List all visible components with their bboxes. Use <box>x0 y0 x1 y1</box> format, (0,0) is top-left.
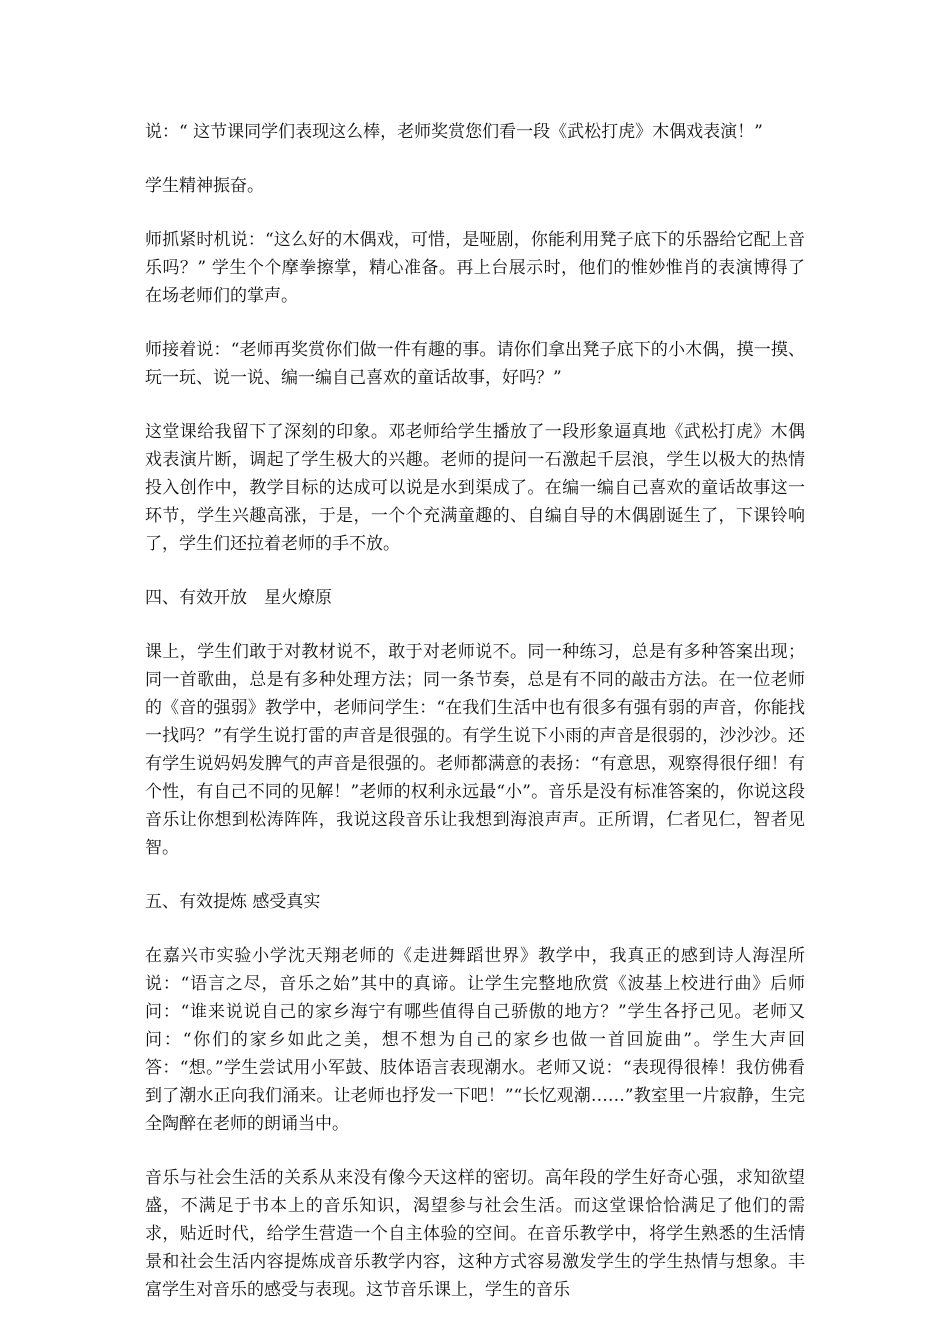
paragraph-lesson-impression: 这堂课给我留下了深刻的印象。邓老师给学生播放了一段形象逼真地《武松打虎》木偶戏表演片断，调起了学生极大的兴趣。老师的提问一石激起千层浪，学生以极大的热情投入创作中，教学目标的达成可以说是水到渠成了。在编一编自己喜欢的童话故事这一环节，学生兴趣高涨，于是，一个个充满童趣的、自编自导的木偶剧诞生了，下课铃响了，学生们还拉着老师的手不放。 <box>145 422 805 554</box>
paragraph-open-class: 课上，学生们敢于对教材说不，敢于对老师说不。同一种练习，总是有多种答案出现；同一首歌曲，总是有多种处理方法；同一条节奏，总是有不同的敲击方法。在一位老师的《音的强弱》教学中，老师问学生：“在我们生活中也有很多有强有弱的声音，你能找一找吗？”有学生说打雷的声音是很强的。有学生说下小雨的声音是很弱的，沙沙沙。还有学生说妈妈发脾气的声音是很强的。老师都满意的表扬：“有意思，观察得很仔细！有个性，有自己不同的见解！”老师的权利永远最“小”。音乐是没有标准答案的，你说这段音乐让你想到松涛阵阵，我说这段音乐让我想到海浪声声。正所谓，仁者见仁，智者见智。 <box>145 642 805 858</box>
paragraph-music-society: 音乐与社会生活的关系从来没有像今天这样的密切。高年段的学生好奇心强，求知欲望盛，不满足于书本上的音乐知识，渴望参与社会生活。而这堂课恰恰满足了他们的需求，贴近时代，给学生营造一个自主体验的空间。在音乐教学中，将学生熟悉的生活情景和社会生活内容提炼成音乐教学内容，这种方式容易激发学生的学生热情与想象。丰富学生对音乐的感受与表现。这节音乐课上，学生的音乐 <box>145 1168 805 1300</box>
section-heading-four: 四、有效开放 星火燎原 <box>145 588 332 608</box>
paragraph-reward-puppet-show: 说：“ 这节课同学们表现这么棒，老师奖赏您们看一段《武松打虎》木偶戏表演！” <box>145 122 763 142</box>
document-page <box>145 118 805 1330</box>
paragraph-add-music: 师抓紧时机说：“这么好的木偶戏，可惜，是哑剧，你能利用凳子底下的乐器给它配上音乐吗？” 学生个个摩拳擦掌，精心准备。再上台展示时，他们的惟妙惟肖的表演博得了在场老师们的掌声。 <box>145 230 805 306</box>
paragraph-dance-world: 在嘉兴市实验小学沈天翔老师的《走进舞蹈世界》教学中，我真正的感到诗人海涅所说：“语言之尽，音乐之始”其中的真谛。让学生完整地欣赏《波基上校进行曲》后师问：“谁来说说自己的家乡海宁有哪些值得自己骄傲的地方？”学生各抒己见。老师又问：“你们的家乡如此之美，想不想为自己的家乡也做一首回旋曲”。学生大声回答：“想。”学生尝试用小军鼓、肢体语言表现潮水。老师又说：“表现得很棒！我仿佛看到了潮水正向我们涌来。让老师也抒发一下吧！”“长忆观潮……”教室里一片寂静，生完全陶醉在老师的朗诵当中。 <box>145 946 805 1134</box>
paragraph-students-excited: 学生精神振奋。 <box>145 176 264 196</box>
paragraph-puppet-story: 师接着说：“老师再奖赏你们做一件有趣的事。请你们拿出凳子底下的小木偶，摸一摸、玩一玩、说一说、编一编自己喜欢的童话故事，好吗？” <box>145 340 805 388</box>
section-heading-five: 五、有效提炼 感受真实 <box>145 892 321 912</box>
